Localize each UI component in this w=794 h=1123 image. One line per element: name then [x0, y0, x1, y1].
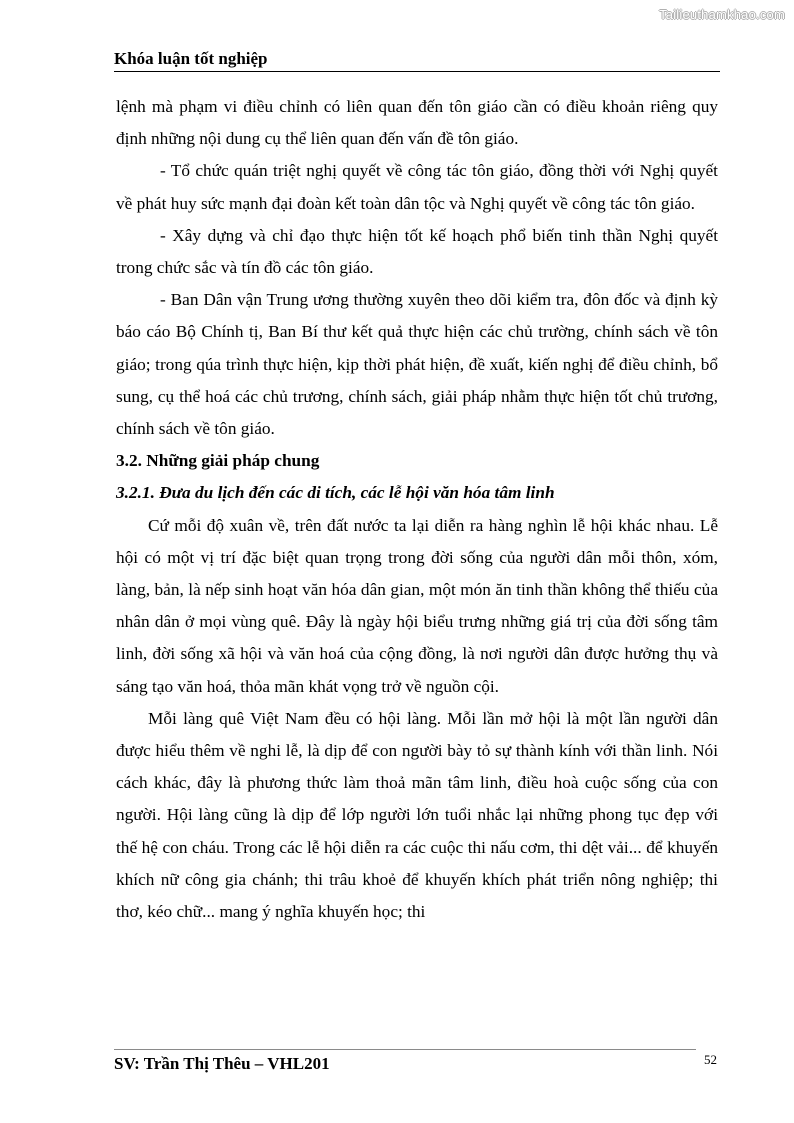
subsection-heading: 3.2.1. Đưa du lịch đến các di tích, các lễ hội văn hóa tâm linh — [116, 483, 555, 503]
paragraph-bullet-1: - Tổ chức quán triệt nghị quyết về công tác tôn giáo, đồng thời với Nghị quyết về phát huy sức mạnh đại đoàn kết toàn dân tộc và Nghị quyết về công tác tôn giáo. — [116, 161, 718, 213]
paragraph-continuation: lệnh mà phạm vi điều chỉnh có liên quan đến tôn giáo cần có điều khoản riêng quy định những nội dung cụ thể liên quan đến vấn đề tôn giáo. — [116, 97, 718, 149]
paragraph-festivals: Cứ mỗi độ xuân về, trên đất nước ta lại diễn ra hàng nghìn lễ hội khác nhau. Lễ hội có một vị trí đặc biệt quan trọng trong đời sống của người dân mỗi thôn, xóm, làng, bản, là nếp sinh hoạt văn hóa dân gian, một món ăn tinh thần không thể thiếu của nhân dân ở mọi vùng quê. Đây là ngày hội biểu trưng những giá trị của đời sống tâm linh, đời sống xã hội và văn hoá của cộng đồng, là nơi người dân được hưởng thụ và sáng tạo văn hoá, thỏa mãn khát vọng trở về nguồn cội. — [116, 515, 718, 696]
page-header-title: Khóa luận tốt nghiệp — [114, 49, 268, 68]
page-content — [116, 91, 718, 928]
footer-author: SV: Trần Thị Thêu – VHL201 — [114, 1054, 330, 1073]
page-number: 52 — [704, 1052, 717, 1067]
paragraph-village-festivals: Mỗi làng quê Việt Nam đều có hội làng. Mỗi lần mở hội là một lần người dân được hiểu thêm về nghi lễ, là dịp để con người bày tỏ sự thành kính với thần linh. Nói cách khác, đây là phương thức làm thoả mãn tâm linh, điều hoà cuộc sống của con người. Hội làng cũng là dịp để lớp người lớn tuổi nhắc lại những phong tục đẹp với thế hệ con cháu. Trong các lễ hội diễn ra các cuộc thi nấu cơm, thi dệt vải... để khuyến khích nữ công gia chánh; thi trâu khoẻ để khuyến khích phát triển nông nghiệp; thi thơ, kéo chữ... mang ý nghĩa khuyến học; thi — [116, 708, 718, 922]
paragraph-bullet-2: - Xây dựng và chỉ đạo thực hiện tốt kế hoạch phổ biến tinh thần Nghị quyết trong chức sắc và tín đồ các tôn giáo. — [116, 225, 718, 278]
paragraph-bullet-3: - Ban Dân vận Trung ương thường xuyên theo dõi kiểm tra, đôn đốc và định kỳ báo cáo Bộ Chính tị, Ban Bí thư kết quả thực hiện các chủ trường, chính sách về tôn giáo; trong qúa trình thực hiện, kịp thời phát hiện, đề xuất, kiến nghị để điều chỉnh, bổ sung, cụ thể hoá các chủ trương, chính sách, giải pháp nhằm thực hiện tốt chủ trương, chính sách về tôn giáo. — [116, 290, 718, 439]
header-divider — [114, 71, 720, 72]
watermark: Tailieuthamkhao.com — [659, 7, 785, 22]
footer-divider — [114, 1049, 696, 1050]
section-heading: 3.2. Những giải pháp chung — [116, 451, 320, 471]
